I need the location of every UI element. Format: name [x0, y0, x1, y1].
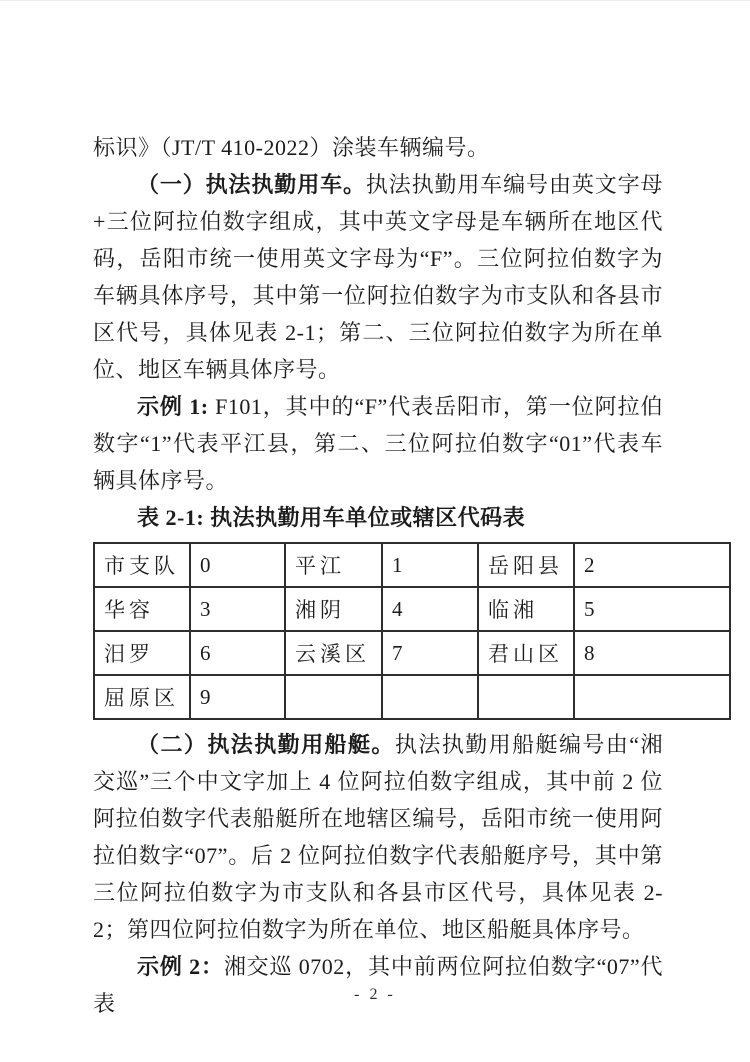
table-cell — [382, 675, 478, 719]
body-text: 湘交巡 0702，其中前两位阿拉伯数字“07”代表 — [93, 954, 663, 1016]
table-cell: 汨罗 — [94, 631, 190, 675]
table-cell: 4 — [382, 587, 478, 631]
emphasis-text: （二）执法执勤用船艇。 — [137, 732, 395, 757]
paragraph — [93, 388, 663, 499]
emphasis-text: 表 2-1: 执法执勤用车单位或辖区代码表 — [137, 505, 526, 530]
document-content — [93, 129, 663, 1022]
table-cell: 7 — [382, 631, 478, 675]
table-cell: 屈原区 — [94, 675, 190, 719]
table-cell: 华容 — [94, 587, 190, 631]
table-cell: 5 — [574, 587, 730, 631]
table-row — [94, 587, 730, 631]
body-text: 执法执勤用车编号由英文字母+三位阿拉伯数字组成，其中英文字母是车辆所在地区代码，岳阳市统一使用英文字母为“F”。三位阿拉伯数字为车辆具体序号，其中第一位阿拉伯数字为市支队和各县市区代号，具体见表 2-1；第二、三位阿拉伯数字为所在单位、地区车辆具体序号。 — [93, 172, 663, 382]
table-cell: 市支队 — [94, 543, 190, 587]
body-text: F101，其中的“F”代表岳阳市，第一位阿拉伯数字“1”代表平江县，第二、三位阿拉伯数字“01”代表车辆具体序号。 — [93, 394, 663, 493]
emphasis-text: 示例 2： — [137, 954, 224, 979]
table-cell: 3 — [190, 587, 285, 631]
text-flow — [93, 129, 663, 1022]
table-cell: 湘阴 — [285, 587, 382, 631]
emphasis-text: （一）执法执勤用车。 — [137, 172, 366, 197]
body-text: 执法执勤用船艇编号由“湘交巡”三个中文字加上 4 位阿拉伯数字组成，其中前 2 位阿拉伯数字代表船艇所在地辖区编号，岳阳市统一使用阿拉伯数字“07”。后 2 位阿拉伯数字代表船艇序号，其中第三位阿拉伯数字为市支队和各县市区代号，具体见表 2-2；第四位阿拉伯数字为所在单位、地区船艇具体序号。 — [93, 732, 663, 942]
table-cell — [478, 675, 574, 719]
table-cell: 6 — [190, 631, 285, 675]
table-cell: 平江 — [285, 543, 382, 587]
table-caption — [93, 499, 663, 536]
table-cell: 9 — [190, 675, 285, 719]
table-cell: 2 — [574, 543, 730, 587]
table-cell: 1 — [382, 543, 478, 587]
table-row — [94, 631, 730, 675]
unit-district-code-table — [93, 542, 731, 720]
body-text: 标识》（JT/T 410-2022）涂装车辆编号。 — [93, 135, 490, 160]
emphasis-text: 示例 1: — [137, 394, 216, 419]
table-cell: 云溪区 — [285, 631, 382, 675]
table-cell: 临湘 — [478, 587, 574, 631]
table-cell: 君山区 — [478, 631, 574, 675]
paragraph — [93, 166, 663, 388]
paragraph — [93, 948, 663, 1022]
paragraph — [93, 129, 663, 166]
paragraph — [93, 726, 663, 948]
table-cell: 8 — [574, 631, 730, 675]
table-row — [94, 543, 730, 587]
page-number: - 2 - — [354, 986, 396, 1003]
table-cell: 0 — [190, 543, 285, 587]
table-cell — [285, 675, 382, 719]
table-cell — [574, 675, 730, 719]
table-row — [94, 675, 730, 719]
table-cell: 岳阳县 — [478, 543, 574, 587]
